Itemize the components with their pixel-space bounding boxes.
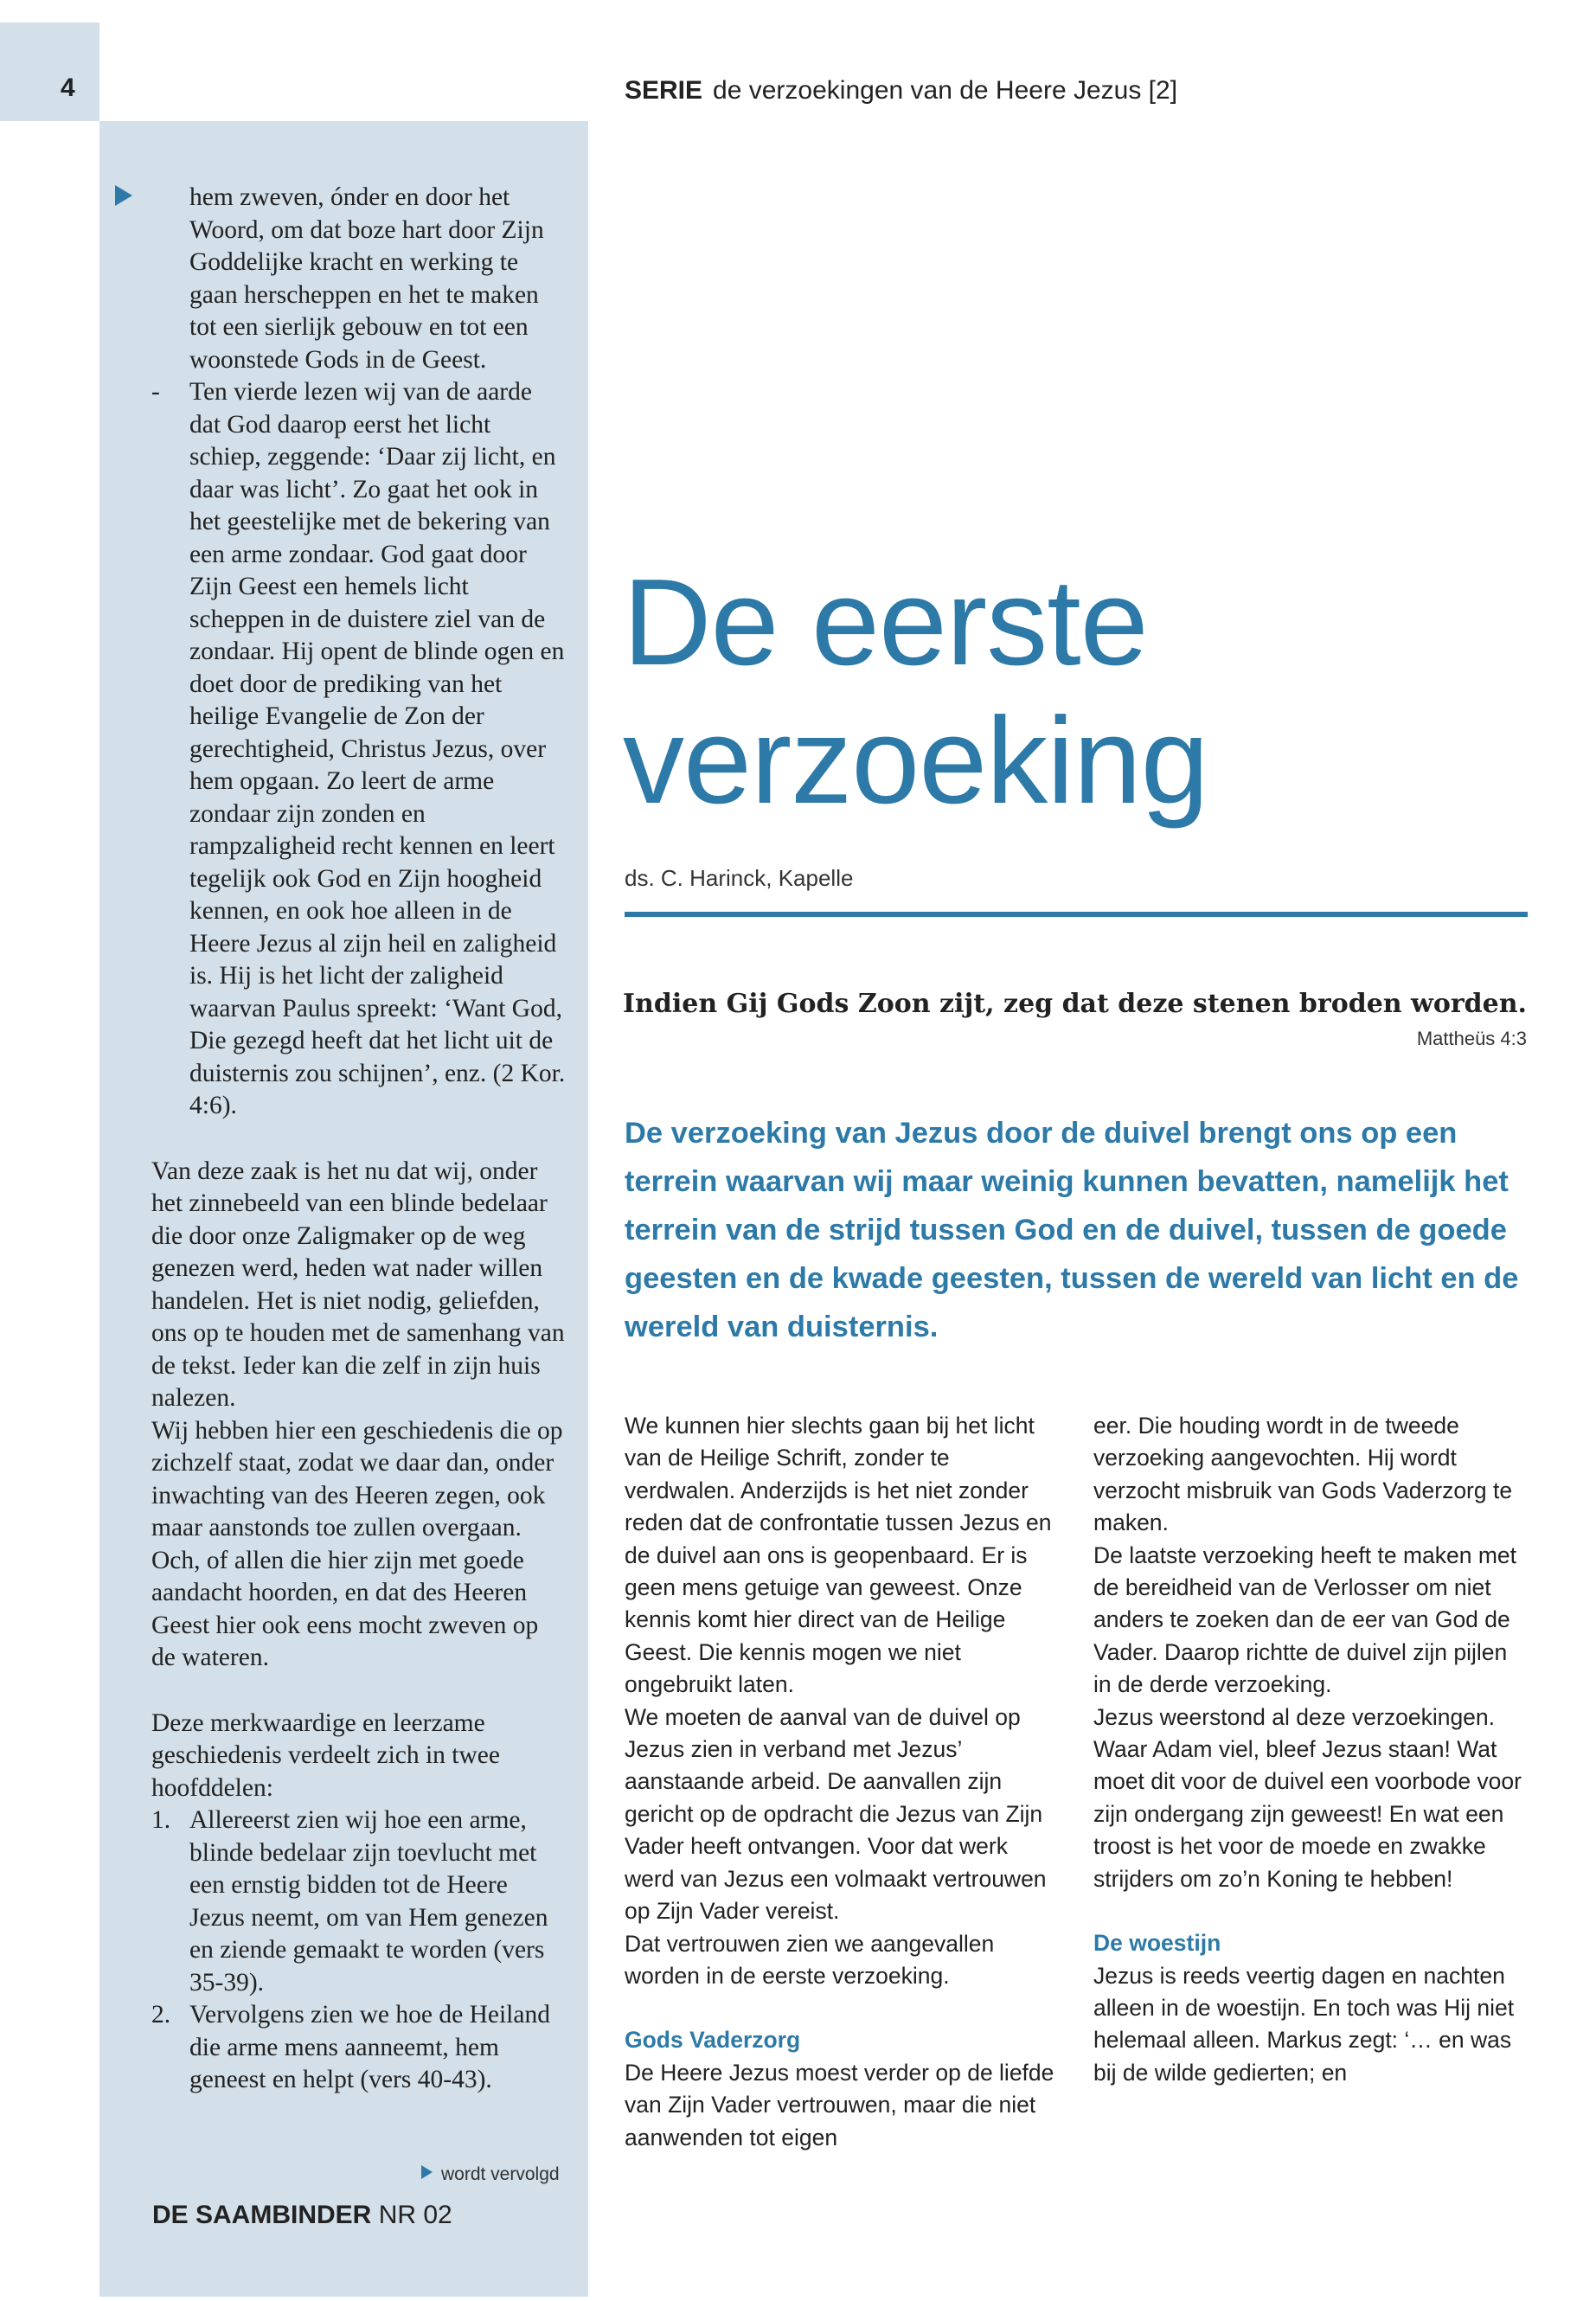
issue-number: NR 02	[378, 2201, 452, 2229]
sidebar-item-text: hem zweven, ónder en door het Woord, om dat boze hart door Zijn Goddelijke kracht en werking te gaan herscheppen en het te maken tot een sierlijk gebouw en tot een woonstede Gods in de Geest.	[189, 183, 544, 374]
list-marker: -	[151, 378, 160, 406]
series-header	[625, 76, 1177, 106]
body-paragraph: Dat vertrouwen zien we aangevallen worden in de eerste verzoeking.	[625, 1930, 995, 1989]
series-title: de verzoekingen van de Heere Jezus [2]	[713, 76, 1178, 105]
list-marker: 2.	[151, 2001, 171, 2029]
article-column-2	[1093, 1410, 1526, 2089]
page-number: 4	[61, 74, 75, 102]
series-label: SERIE	[625, 76, 703, 105]
sidebar-list-item	[151, 376, 567, 1123]
article-title	[623, 554, 1557, 830]
sidebar-paragraph: Wij hebben hier een geschiedenis die op zichzelf staat, zodat we daar dan, onder inwachting van des Heeren zegen, ook maar aanstonds toe zullen overgaan. Och, of allen die hier zijn met goede aandacht hoorden, en dat des Heeren Geest hier ook eens mocht zweven op de wateren.	[151, 1416, 563, 1671]
title-line: verzoeking	[623, 692, 1208, 830]
body-paragraph: eer. Die houding wordt in de tweede verzoeking aangevochten. Hij wordt verzocht misbruik van Gods Vaderzorg te maken.	[1093, 1413, 1513, 1536]
bible-reference: Mattheüs 4:3	[1416, 1028, 1527, 1049]
sidebar-item-text: Allereerst zien wij hoe een arme, blinde bedelaar zijn toevlucht met een ernstig bidden tot de Heere Jezus neemt, om van Hem genezen en ziende gemaakt te worden (vers 35-39).	[189, 1806, 548, 1997]
body-paragraph: De laatste verzoeking heeft te maken met de bereidheid van de Verlosser om niet anders te zoeken dan de eer van God de Vader. Daarop richtte de duivel zijn pijlen in de derde verzoeking.	[1093, 1541, 1517, 1698]
magazine-name: DE SAAMBINDER	[152, 2201, 372, 2229]
sidebar-item-text: Ten vierde lezen wij van de aarde dat God daarop eerst het licht schiep, zeggende: ‘Daar zij licht, en daar was licht’. Zo gaat het ook in het geestelijke met de bekering van een arme zondaar. God gaat door Zijn Geest een hemels licht scheppen in de duistere ziel van de zondaar. Hij opent de blinde ogen en doet door de prediking van het heilige Evangelie de Zon der gerechtigheid, Christus Jezus, over hem opgaan. Zo leert de arme zondaar zijn zonden en rampzaligheid recht kennen en leert tegelijk ook God en Zijn hoogheid kennen, en ook hoe alleen in de Heere Jezus al zijn heil en zaligheid is. Hij is het licht der zaligheid waarvan Paulus spreekt: ‘Want God, Die gezegd heeft dat het licht uit de duisternis zou schijnen’, enz. (2 Kor. 4:6).	[189, 378, 566, 1119]
to-be-continued	[421, 2164, 560, 2185]
sidebar-paragraph: Deze merkwaardige en leerzame geschiedenis verdeelt zich in twee hoofddelen:	[151, 1708, 500, 1802]
sidebar-numbered-item	[151, 1804, 567, 1999]
body-paragraph: We kunnen hier slechts gaan bij het licht van de Heilige Schrift, zonder te verdwalen. Anderzijds is het niet zonder reden dat de confrontatie tussen Jezus en de duivel aan ons is geopenbaard. Er is geen mens getuige van geweest. Onze kennis komt hier direct van de Heilige Geest. Die kennis mogen we niet ongebruikt laten.	[625, 1413, 1052, 1698]
body-paragraph: We moeten de aanval van de duivel op Jezus zien in verband met Jezus’ aanstaande arbeid. De aanvallen zijn gericht op de opdracht die Jezus van Zijn Vader heeft ontvangen. Voor dat werk werd van Jezus een volmaakt vertrouwen op Zijn Vader vereist.	[625, 1703, 1047, 1925]
sidebar-list-item-continued	[151, 182, 567, 376]
title-divider	[625, 912, 1528, 917]
list-marker: 1.	[151, 1806, 171, 1834]
section-heading: Gods Vaderzorg	[625, 2027, 801, 2054]
body-paragraph: Jezus is reeds veertig dagen en nachten alleen in de woestijn. En toch was Hij niet helemaal alleen. Markus zegt: ‘… en was bij de wilde gedierten; en	[1093, 1962, 1515, 2086]
bible-quote: Indien Gij Gods Zoon zijt, zeg dat deze stenen broden worden.	[623, 989, 1527, 1019]
article-column-1	[625, 1410, 1057, 2154]
sidebar-numbered-item	[151, 1999, 567, 2097]
page-number-tab	[0, 22, 99, 121]
footer-magazine	[152, 2201, 452, 2230]
body-paragraph: Jezus weerstond al deze verzoekingen. Waar Adam viel, bleef Jezus staan! Wat moet dit voor de duivel een voorbode voor zijn ondergang zijn geweest! En wat een troost is het voor de moede en zwakke strijders om zo’n Koning te hebben!	[1093, 1703, 1522, 1892]
title-line: De eerste	[623, 554, 1148, 691]
article-intro: De verzoeking van Jezus door de duivel brengt ons op een terrein waarvan wij maar weinig kunnen bevatten, namelijk het terrein van de strijd tussen God en de duivel, tussen de goede geesten en de kwade geesten, tussen de wereld van licht en de wereld van duisternis.	[625, 1117, 1519, 1343]
body-paragraph: De Heere Jezus moest verder op de liefde van Zijn Vader vertrouwen, maar die niet aanwenden tot eigen	[625, 2059, 1054, 2150]
continuation-arrow-icon	[115, 185, 132, 206]
article-author: ds. C. Harinck, Kapelle	[625, 865, 854, 891]
play-arrow-icon	[421, 2165, 433, 2179]
sidebar-text	[151, 182, 567, 2097]
section-heading: De woestijn	[1093, 1930, 1221, 1957]
sidebar-item-text: Vervolgens zien we hoe de Heiland die arme mens aanneemt, hem geneest en helpt (vers 40-43).	[189, 2001, 550, 2093]
sidebar-paragraph: Van deze zaak is het nu dat wij, onder het zinnebeeld van een blinde bedelaar die door onze Zaligmaker op de weg genezen werd, heden wat nader willen handelen. Het is niet nodig, geliefden, ons op te houden met de samenhang van de tekst. Ieder kan die zelf in zijn huis nalezen.	[151, 1157, 565, 1412]
continued-label: wordt vervolgd	[441, 2164, 560, 2184]
